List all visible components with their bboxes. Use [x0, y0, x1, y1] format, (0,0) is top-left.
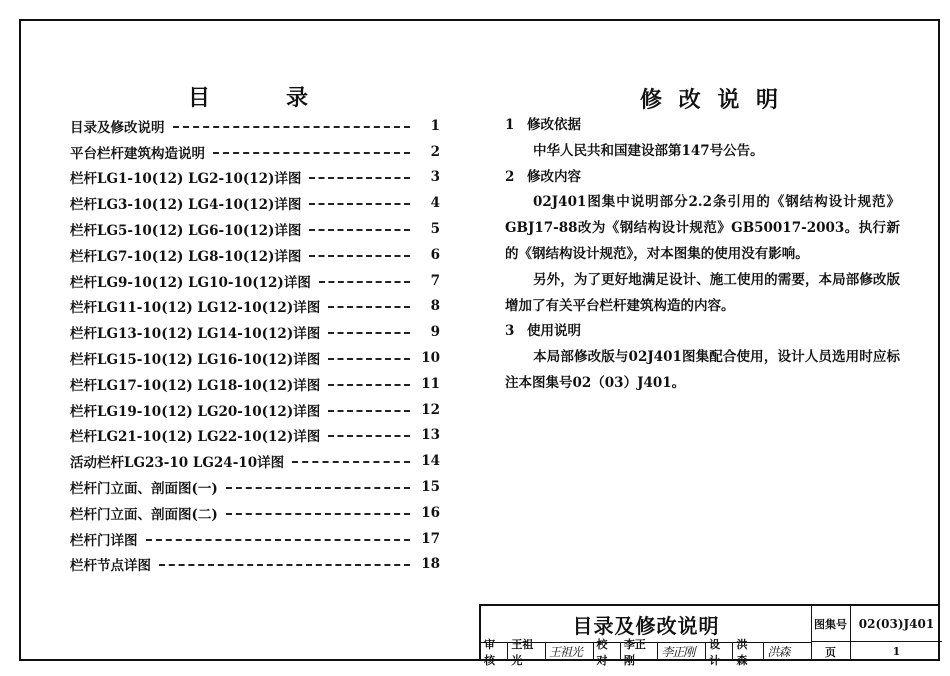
toc-item-page: 18	[421, 556, 440, 573]
toc-item	[70, 345, 440, 371]
check-signature: 李正刚	[658, 642, 706, 661]
toc-item	[70, 216, 440, 242]
design-signature: 洪森	[767, 645, 790, 659]
page-value: 1	[892, 645, 901, 658]
toc-item-label: 栏杆门详图	[70, 532, 138, 549]
toc-leader-line	[309, 203, 410, 205]
review-label: 审核	[481, 642, 508, 661]
section-number: 3	[505, 323, 515, 340]
toc-item-label: 栏杆LG17-10(12) LG18-10(12)详图	[70, 377, 321, 394]
revision-title-char: 改	[678, 87, 701, 113]
paragraph-text: 另外，为了更好地满足设计、施工使用的需要，本局部修改版增加了有关平台栏杆建筑构造的内容。	[505, 271, 900, 314]
toc-item	[70, 552, 440, 578]
toc-item	[70, 165, 440, 191]
toc-leader-line	[146, 539, 411, 541]
toc-item-label: 栏杆LG13-10(12) LG14-10(12)详图	[70, 326, 321, 343]
toc-item-page: 15	[421, 479, 440, 496]
toc-item-label: 栏杆LG3-10(12) LG4-10(12)详图	[70, 197, 302, 214]
section-title: 修改依据	[527, 117, 581, 133]
toc-item	[70, 371, 440, 397]
toc-item-label: 栏杆LG1-10(12) LG2-10(12)详图	[70, 171, 302, 188]
toc-item	[70, 474, 440, 500]
toc-leader-line	[319, 281, 410, 283]
toc-leader-line	[309, 229, 410, 231]
review-name: 王祖光	[508, 642, 546, 661]
toc-item	[70, 242, 440, 268]
toc-leader-line	[328, 332, 410, 334]
toc-item-label: 栏杆LG9-10(12) LG10-10(12)详图	[70, 274, 311, 291]
design-label: 设计	[706, 642, 733, 661]
revision-notes	[505, 113, 900, 397]
toc-item-page: 16	[421, 504, 440, 521]
toc-leader-line	[328, 435, 410, 437]
toc-item-label: 栏杆LG5-10(12) LG6-10(12)详图	[70, 223, 302, 240]
design-name: 洪 森	[733, 642, 764, 661]
toc-item-page: 12	[421, 401, 440, 418]
title-block-title: 目录及修改说明	[481, 606, 812, 643]
section-title: 修改内容	[527, 168, 581, 185]
section-number: 1	[505, 117, 515, 133]
toc-item-page: 2	[430, 143, 440, 160]
toc-item-page: 9	[430, 324, 440, 341]
toc-leader-line	[328, 410, 410, 412]
toc-item	[70, 268, 440, 294]
toc-leader-line	[292, 461, 410, 463]
toc-item-label: 平台栏杆建筑构造说明	[70, 145, 205, 162]
paragraph-text: 本局部修改版与02J401图集配合使用，设计人员选用时应标注本图集号02（03）J401。	[505, 349, 900, 391]
toc-item	[70, 397, 440, 423]
toc-item-label: 目录及修改说明	[70, 119, 165, 136]
section-heading-2	[505, 165, 900, 191]
toc-leader-line	[309, 177, 410, 179]
toc-item-page: 5	[430, 221, 440, 238]
revision-title-char: 修	[640, 87, 663, 113]
paragraph-text: 02J401图集中说明部分2.2条引用的《钢结构设计规范》GBJ17-88改为《钢结构设计规范》GB50017-2003。执行新的《钢结构设计规范》，对本图集的使用没有影响。	[505, 194, 900, 262]
toc-item-label: 栏杆LG21-10(12) LG22-10(12)详图	[70, 429, 321, 446]
toc-leader-line	[328, 306, 410, 308]
toc-item-page: 17	[421, 530, 440, 547]
toc-item	[70, 190, 440, 216]
toc-item-page: 3	[430, 169, 440, 186]
toc-leader-line	[173, 126, 411, 128]
toc-leader-line	[328, 358, 410, 360]
toc-item	[70, 500, 440, 526]
toc-item-label: 栏杆LG19-10(12) LG20-10(12)详图	[70, 403, 321, 420]
section-1-text	[505, 139, 900, 165]
toc-title	[188, 81, 308, 112]
toc-item-label: 栏杆门立面、剖面图(一)	[70, 481, 218, 498]
section-title: 使用说明	[527, 323, 581, 340]
toc-item-page: 4	[430, 195, 440, 212]
toc-leader-line	[159, 564, 410, 566]
toc-item	[70, 319, 440, 345]
toc-leader-line	[226, 487, 410, 489]
title-block	[479, 604, 940, 667]
toc-leader-line	[309, 255, 410, 257]
check-label: 校对	[594, 642, 621, 661]
toc-title-char: 录	[285, 85, 308, 111]
signature-row	[481, 637, 812, 667]
toc-item	[70, 526, 440, 552]
toc-item-page: 6	[430, 246, 440, 263]
toc-leader-line	[226, 513, 410, 515]
toc-item-page: 11	[421, 375, 440, 392]
toc-item-page: 1	[430, 117, 440, 134]
toc-item-page: 14	[421, 453, 440, 470]
toc-item-label: 栏杆LG15-10(12) LG16-10(12)详图	[70, 352, 321, 369]
toc-item-label: 栏杆LG11-10(12) LG12-10(12)详图	[70, 300, 321, 317]
toc-item	[70, 113, 440, 139]
section-heading-3	[505, 319, 900, 345]
toc-item-label: 栏杆门立面、剖面图(二)	[70, 506, 218, 523]
revision-title-char: 说	[717, 87, 740, 113]
paragraph-text: 中华人民共和国建设部第147号公告。	[533, 142, 764, 159]
toc-leader-line	[328, 384, 410, 386]
atlas-number-label: 图集号	[811, 606, 851, 642]
toc-item-page: 13	[421, 427, 440, 444]
section-heading-1	[505, 113, 900, 139]
toc-item-page: 7	[430, 272, 440, 289]
toc-item-page: 10	[421, 350, 440, 367]
section-2-paragraph-1	[505, 190, 900, 267]
section-number: 2	[505, 168, 515, 185]
toc-item	[70, 448, 440, 474]
toc-list	[70, 113, 440, 577]
toc-item	[70, 423, 440, 449]
toc-item-label: 活动栏杆LG23-10 LG24-10详图	[70, 455, 285, 472]
page-label: 页	[811, 642, 851, 661]
check-name: 李正刚	[621, 642, 659, 661]
section-2-paragraph-2	[505, 268, 900, 320]
toc-item-label: 栏杆LG7-10(12) LG8-10(12)详图	[70, 248, 302, 265]
toc-title-char: 目	[188, 85, 211, 111]
toc-leader-line	[213, 152, 410, 154]
toc-item	[70, 139, 440, 165]
revision-title-char: 明	[755, 87, 778, 113]
revision-title	[640, 83, 778, 114]
review-signature: 王祖光	[546, 642, 594, 661]
toc-item-page: 8	[430, 298, 440, 315]
atlas-number-value: 02(03)J401	[851, 606, 942, 642]
toc-item	[70, 294, 440, 320]
section-3-paragraph-1	[505, 345, 900, 397]
toc-item-label: 栏杆节点详图	[70, 558, 151, 575]
